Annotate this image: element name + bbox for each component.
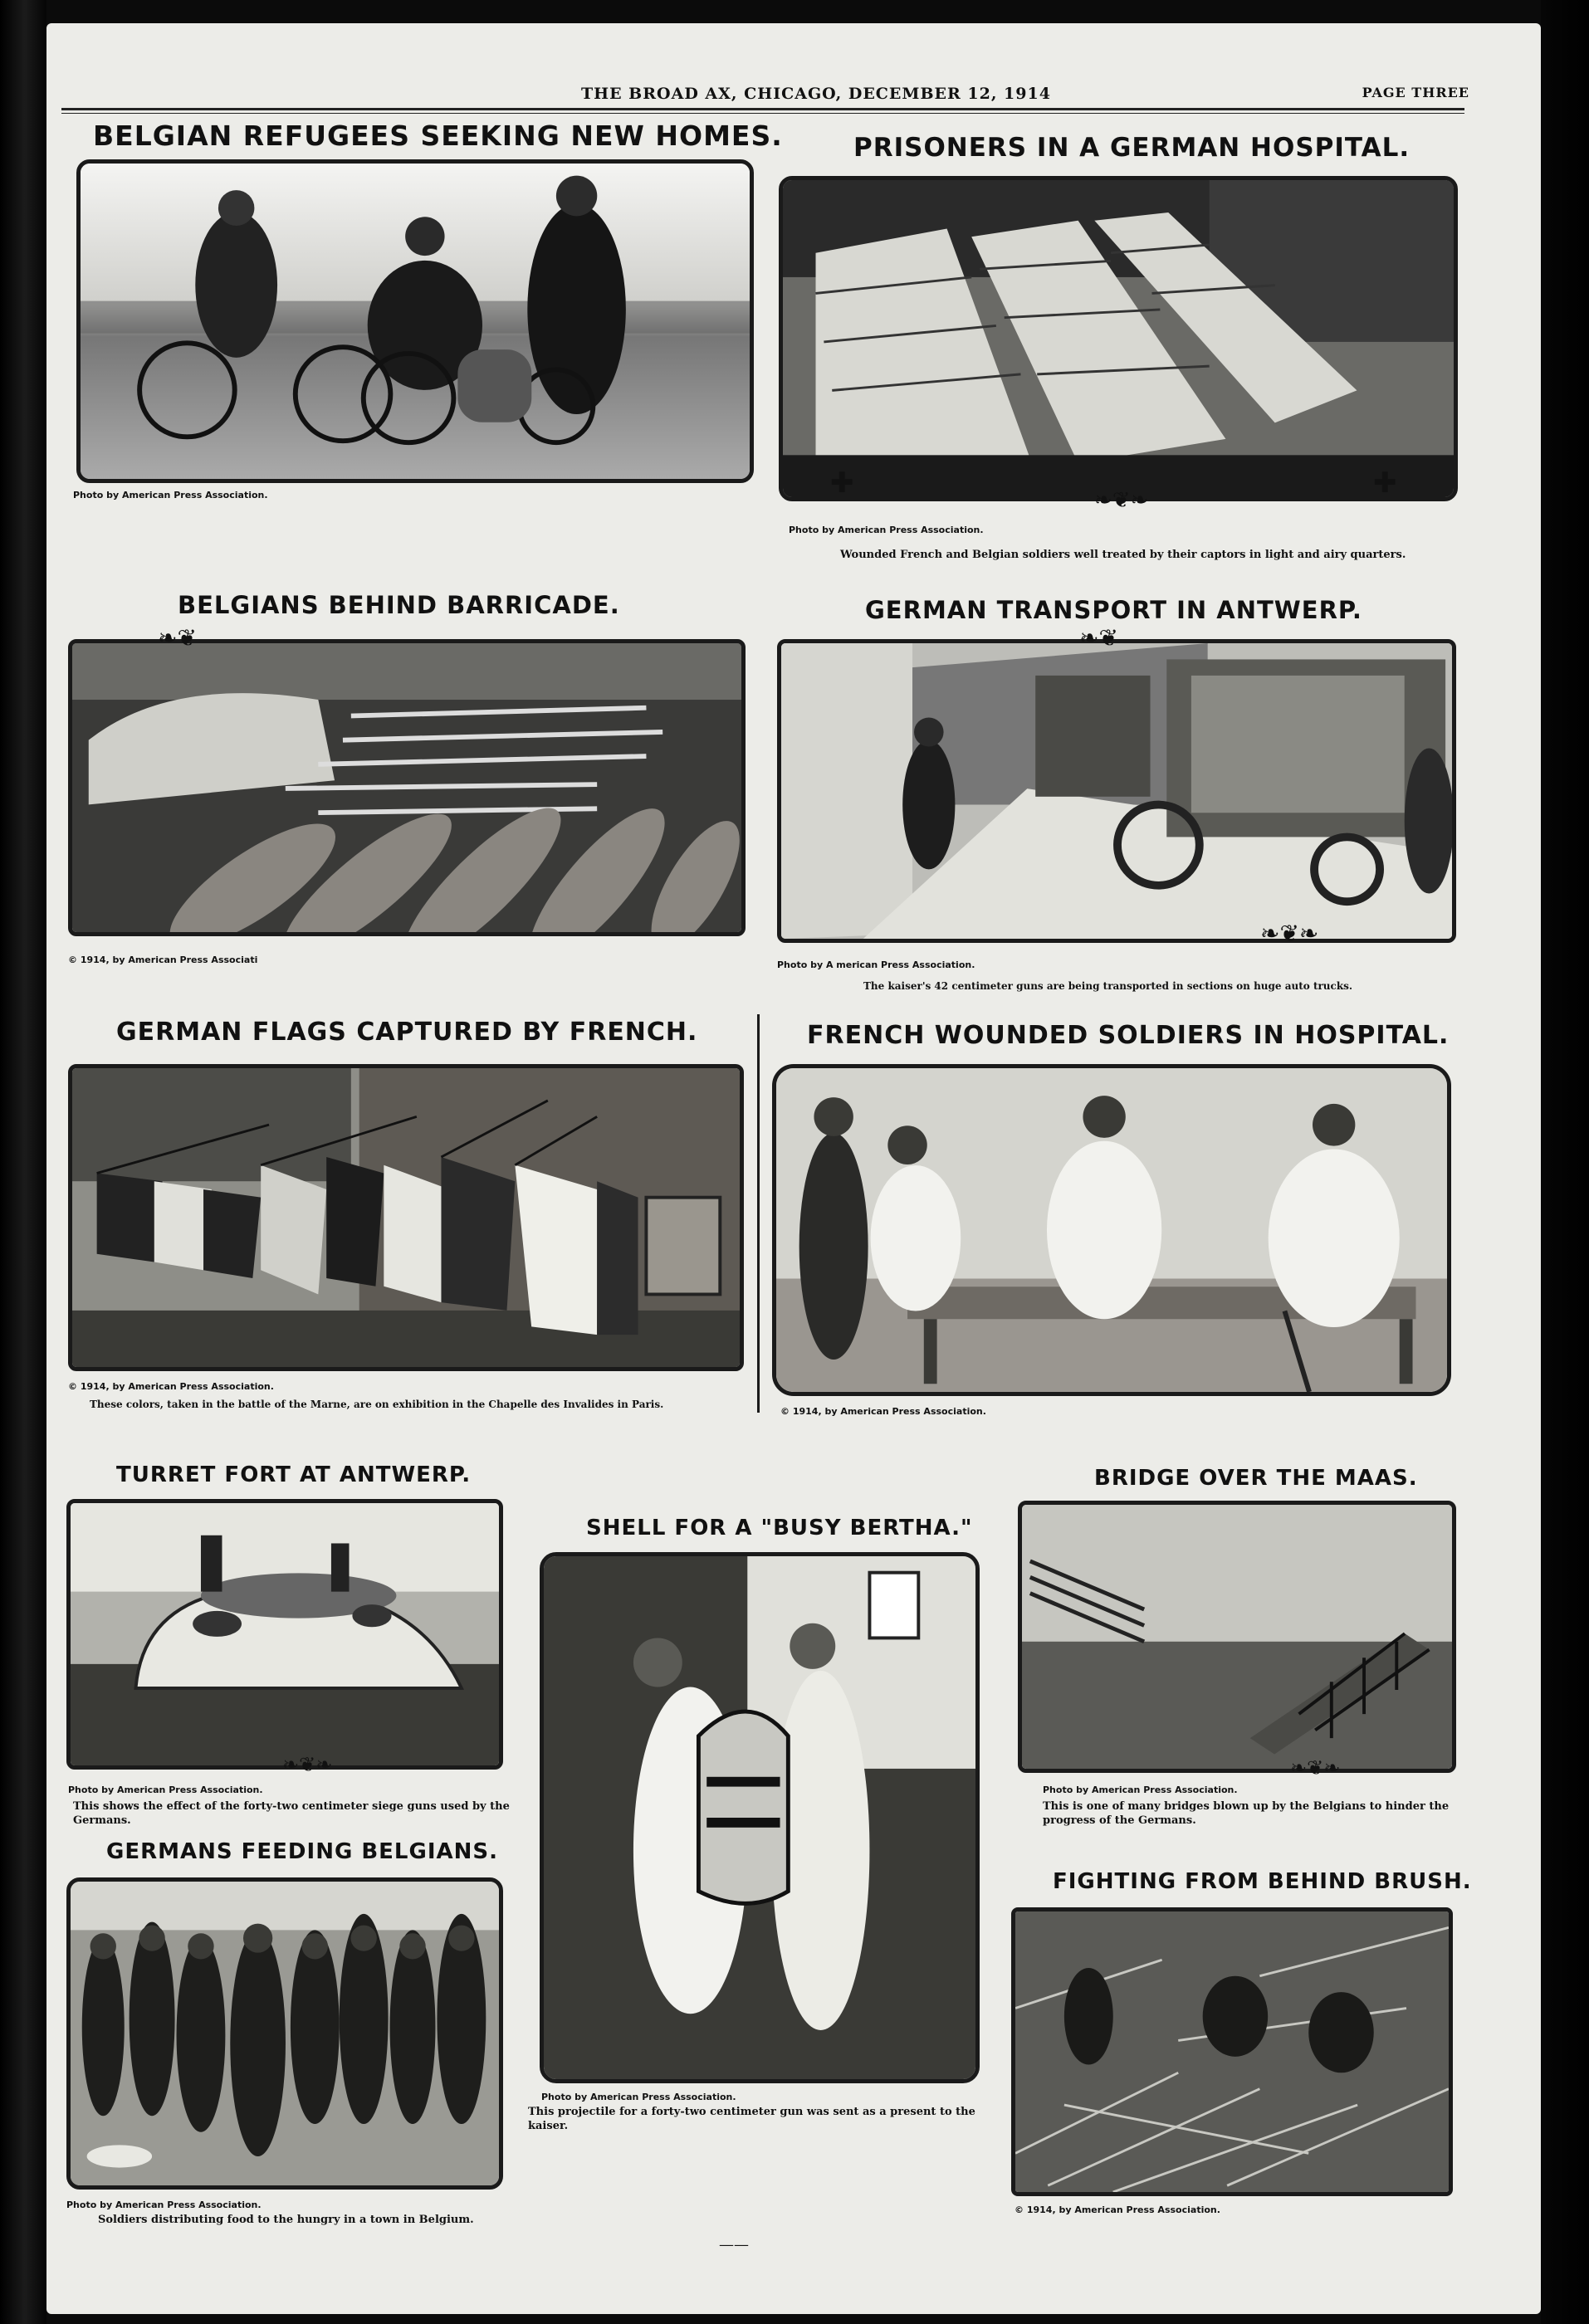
masthead xyxy=(58,85,1469,105)
caption-transport: The kaiser's 42 centimeter guns are being transported in sections on huge auto trucks. xyxy=(863,980,1353,992)
scroll-ornament-icon: ❧❦❧ xyxy=(282,1753,333,1776)
headline-brush: FIGHTING FROM BEHIND BRUSH. xyxy=(1053,1869,1472,1894)
masthead-rule-thin xyxy=(61,113,1464,114)
page-number: PAGE THREE xyxy=(1362,85,1469,100)
photo-barricade xyxy=(68,639,746,936)
credit-prisoners: Photo by American Press Association. xyxy=(789,525,984,535)
masthead-title: THE BROAD AX, CHICAGO, DECEMBER 12, 1914 xyxy=(581,85,1051,103)
photo-refugees xyxy=(76,159,754,483)
credit-flags: © 1914, by American Press Association. xyxy=(68,1381,274,1392)
headline-flags: GERMAN FLAGS CAPTURED BY FRENCH. xyxy=(116,1018,698,1047)
caption-bridge: This is one of many bridges blown up by the Belgians to hinder the progress of the Germans. xyxy=(1043,1800,1450,1827)
credit-wounded: © 1914, by American Press Association. xyxy=(780,1406,986,1417)
caption-turret: This shows the effect of the forty-two centimeter siege guns used by the Germans. xyxy=(73,1800,510,1827)
scroll-ornament-icon: ❧❦ xyxy=(158,624,197,652)
column-rule xyxy=(757,1014,760,1413)
credit-turret: Photo by American Press Association. xyxy=(68,1784,263,1795)
credit-shell: Photo by American Press Association. xyxy=(541,2092,736,2102)
photo-flags xyxy=(68,1064,744,1371)
headline-prisoners: PRISONERS IN A GERMAN HOSPITAL. xyxy=(853,133,1411,163)
credit-bridge: Photo by American Press Association. xyxy=(1043,1784,1238,1795)
masthead-rule xyxy=(61,108,1464,110)
red-cross-icon: ✚ xyxy=(1373,466,1397,500)
page-edge-left xyxy=(0,0,46,2324)
credit-brush: © 1914, by American Press Association. xyxy=(1015,2204,1220,2215)
headline-barricade: BELGIANS BEHIND BARRICADE. xyxy=(178,591,620,619)
credit-feeding: Photo by American Press Association. xyxy=(66,2200,262,2210)
photo-feeding xyxy=(66,1877,503,2190)
caption-feeding: Soldiers distributing food to the hungry in a town in Belgium. xyxy=(98,2214,474,2226)
photo-prisoners xyxy=(779,176,1458,501)
headline-refugees: BELGIAN REFUGEES SEEKING NEW HOMES. xyxy=(93,120,783,152)
credit-refugees: Photo by American Press Association. xyxy=(73,490,268,500)
photo-transport xyxy=(777,639,1456,943)
headline-turret: TURRET FORT AT ANTWERP. xyxy=(116,1462,472,1487)
scroll-ornament-icon: —— xyxy=(719,2236,749,2253)
headline-shell: SHELL FOR A "BUSY BERTHA." xyxy=(586,1516,973,1540)
scroll-ornament-icon: ❧❦❧ xyxy=(1290,1756,1341,1780)
credit-transport: Photo by A merican Press Association. xyxy=(777,959,975,970)
photo-wounded xyxy=(772,1064,1451,1396)
caption-flags: These colors, taken in the battle of the Marne, are on exhibition in the Chapelle des Invalides in Paris. xyxy=(90,1399,664,1410)
scroll-ornament-icon: ❧❦❧ xyxy=(1260,920,1319,947)
photo-bridge xyxy=(1018,1501,1456,1773)
photo-brush xyxy=(1011,1907,1453,2196)
photo-turret xyxy=(66,1499,503,1770)
photo-shell xyxy=(540,1552,980,2083)
headline-bridge: BRIDGE OVER THE MAAS. xyxy=(1094,1466,1418,1491)
red-cross-icon: ✚ xyxy=(830,466,854,500)
caption-prisoners: Wounded French and Belgian soldiers well treated by their captors in light and airy quarters. xyxy=(840,549,1406,561)
scroll-ornament-icon: ❧❦❧ xyxy=(1094,488,1149,513)
caption-shell: This projectile for a forty-two centimeter gun was sent as a present to the kaiser. xyxy=(528,2106,975,2132)
scroll-ornament-icon: ❧❦ xyxy=(1079,624,1118,652)
headline-feeding: GERMANS FEEDING BELGIANS. xyxy=(106,1839,498,1864)
headline-wounded: FRENCH WOUNDED SOLDIERS IN HOSPITAL. xyxy=(807,1021,1450,1050)
credit-barricade: © 1914, by American Press Associati xyxy=(68,954,258,965)
page-edge-right xyxy=(1541,0,1589,2324)
headline-transport: GERMAN TRANSPORT IN ANTWERP. xyxy=(865,596,1362,624)
